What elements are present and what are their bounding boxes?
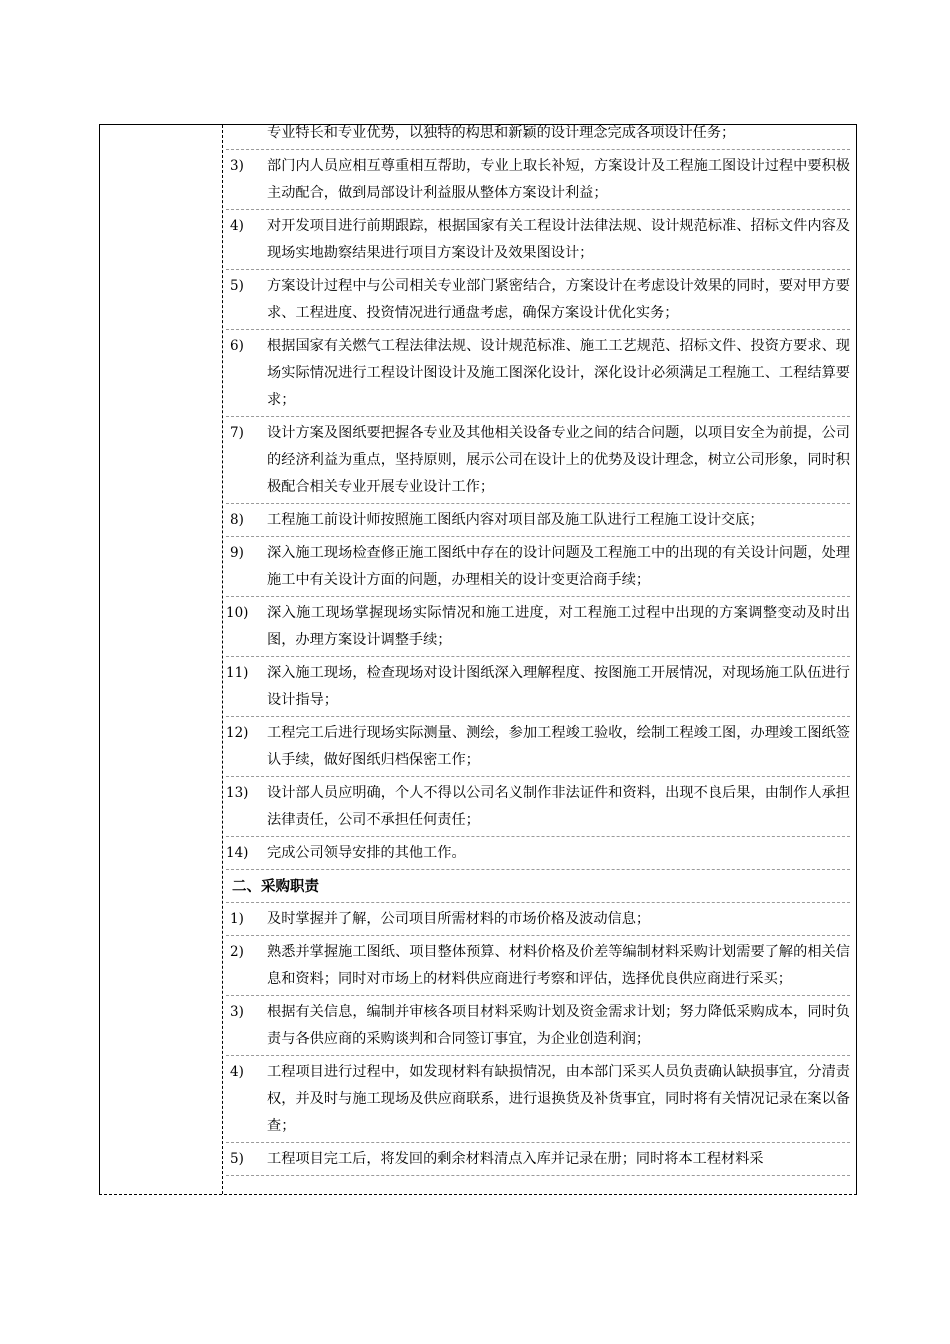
- item-text: 熟悉并掌握施工图纸、项目整体预算、材料价格及价差等编制材料采购计划需要了解的相关信息和资料；同时对市场上的材料供应商进行考察和评估，选择优良供应商进行采买；: [267, 944, 850, 987]
- item-text: 深入施工现场，检查现场对设计图纸深入理解程度、按图施工开展情况，对现场施工队伍进行设计指导；: [267, 665, 850, 708]
- list-item: [226, 780, 850, 837]
- item-text: 完成公司领导安排的其他工作。: [267, 845, 466, 861]
- item-number: 4): [230, 1064, 244, 1080]
- list-item: [226, 333, 850, 417]
- list-item: [226, 507, 850, 537]
- item-text: 专业特长和专业优势，以独特的构思和新颖的设计理念完成各项设计任务；: [267, 125, 736, 141]
- list-item: [226, 720, 850, 777]
- item-number: 13): [226, 785, 249, 801]
- item-number: 9): [230, 545, 244, 561]
- item-number: 14): [226, 845, 249, 861]
- list-item: [226, 660, 850, 717]
- list-item: [226, 273, 850, 330]
- item-text: 及时掌握并了解，公司项目所需材料的市场价格及波动信息；: [267, 911, 651, 927]
- duty-content: [226, 125, 850, 1194]
- item-text: 设计方案及图纸要把握各专业及其他相关设备专业之间的结合问题，以项目安全为前提，公司的经济利益为重点，坚持原则，展示公司在设计上的优势及设计理念，树立公司形象，同时积极配合相关专业开展专业设计工作；: [267, 425, 850, 495]
- item-text: 工程完工后进行现场实际测量、测绘，参加工程竣工验收，绘制工程竣工图，办理竣工图纸签认手续，做好图纸归档保密工作；: [267, 725, 850, 768]
- item-number: 8): [230, 512, 244, 528]
- list-item: [226, 999, 850, 1056]
- list-item: [226, 153, 850, 210]
- item-number: 6): [230, 338, 244, 354]
- item-text: 深入施工现场检查修正施工图纸中存在的设计问题及工程施工中的出现的有关设计问题，处理施工中有关设计方面的问题，办理相关的设计变更洽商手续；: [267, 545, 850, 588]
- item-text: 方案设计过程中与公司相关专业部门紧密结合，方案设计在考虑设计效果的同时，要对甲方要求、工程进度、投资情况进行通盘考虑，确保方案设计优化实务；: [267, 278, 850, 321]
- column-divider: [222, 125, 223, 1194]
- list-item: [226, 906, 850, 936]
- item-number: 4): [230, 218, 244, 234]
- list-item: [226, 213, 850, 270]
- list-item: [226, 420, 850, 504]
- item-number: 11): [226, 665, 249, 681]
- item-number: 7): [230, 425, 244, 441]
- item-text: 工程项目进行过程中，如发现材料有缺损情况，由本部门采买人员负责确认缺损事宜，分清责权，并及时与施工现场及供应商联系，进行退换货及补货事宜，同时将有关情况记录在案以备查；: [267, 1064, 850, 1134]
- item-text: 工程项目完工后，将发回的剩余材料清点入库并记录在册；同时将本工程材料采: [267, 1151, 764, 1167]
- item-number: 3): [230, 158, 244, 174]
- item-text: 深入施工现场掌握现场实际情况和施工进度，对工程施工过程中出现的方案调整变动及时出图，办理方案设计调整手续；: [267, 605, 850, 648]
- list-item: [226, 939, 850, 996]
- list-item: [226, 840, 850, 870]
- duty-table: [99, 124, 857, 1195]
- item-number: 5): [230, 1151, 244, 1167]
- item-number: 10): [226, 605, 249, 621]
- list-item: [226, 1146, 850, 1176]
- item-number: 12): [226, 725, 249, 741]
- list-item: [226, 600, 850, 657]
- item-text: 部门内人员应相互尊重相互帮助，专业上取长补短，方案设计及工程施工图设计过程中要积极主动配合，做到局部设计利益服从整体方案设计利益；: [267, 158, 850, 201]
- item-text: 工程施工前设计师按照施工图纸内容对项目部及施工队进行工程施工设计交底；: [267, 512, 764, 528]
- item-number: 5): [230, 278, 244, 294]
- item-number: 2): [230, 944, 244, 960]
- item-number: 1): [230, 911, 244, 927]
- section-heading: 二、采购职责: [226, 873, 850, 903]
- item-text: 根据国家有关燃气工程法律法规、设计规范标准、施工工艺规范、招标文件、投资方要求、现场实际情况进行工程设计图设计及施工图深化设计，深化设计必须满足工程施工、工程结算要求；: [267, 338, 850, 408]
- list-item: [226, 540, 850, 597]
- item-number: 3): [230, 1004, 244, 1020]
- item-text: 对开发项目进行前期跟踪，根据国家有关工程设计法律法规、设计规范标准、招标文件内容及现场实地勘察结果进行项目方案设计及效果图设计；: [267, 218, 850, 261]
- item-text: 根据有关信息，编制并审核各项目材料采购计划及资金需求计划；努力降低采购成本，同时负责与各供应商的采购谈判和合同签订事宜，为企业创造利润；: [267, 1004, 850, 1047]
- list-item: [226, 124, 850, 150]
- item-text: 设计部人员应明确，个人不得以公司名义制作非法证件和资料，出现不良后果，由制作人承担法律责任，公司不承担任何责任；: [267, 785, 850, 828]
- list-item: [226, 1059, 850, 1143]
